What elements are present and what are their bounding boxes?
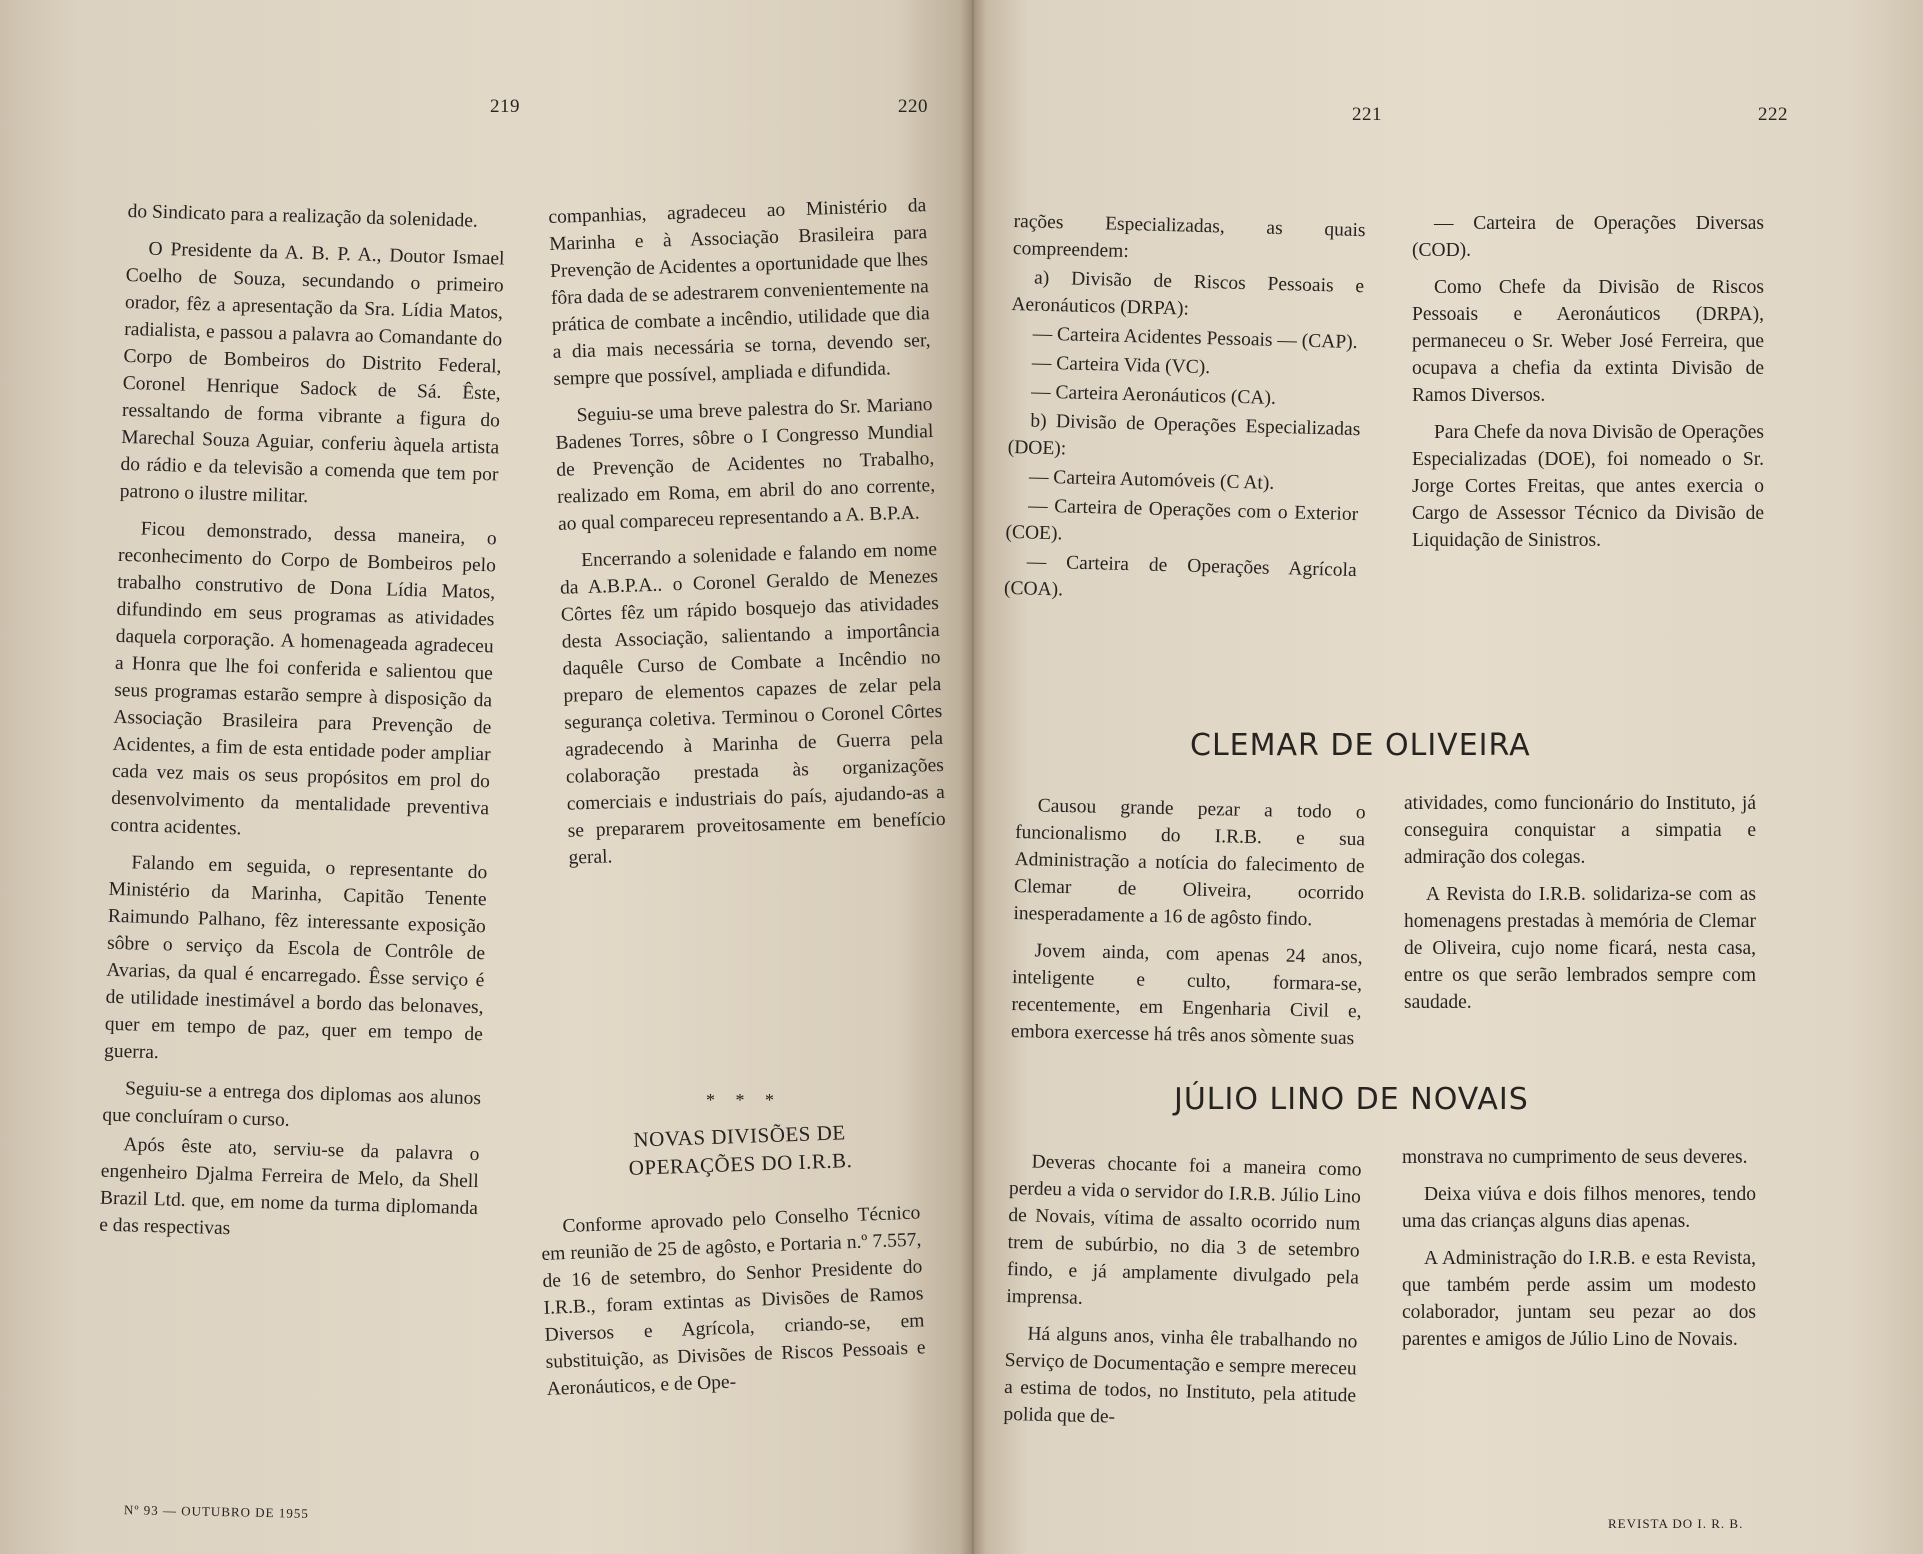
paragraph: Deixa viúva e dois filhos menores, tendo uma das crianças alguns dias apenas.	[1402, 1184, 1756, 1232]
paragraph: A Administração do I.R.B. e esta Revista, que também perde assim um modesto colaborador, juntam seu pezar ao dos parentes e amigos de Júlio Lino de Novais.	[1402, 1248, 1756, 1350]
right-column-1	[1004, 208, 1366, 613]
section-title-line-2: OPERAÇÕES DO I.R.B.	[628, 1148, 853, 1180]
paragraph: O Presidente da A. B. P. A., Doutor Ismael Coelho de Souza, secundando o primeiro orador, fêz a apresentação da Sra. Lídia Matos, radialista, e passou a palavra ao Comandante do Corpo de Bombeiros do Distrito Federal, Coronel Henrique Sadock de Sá. Êste, ressaltando de forma vibrante a figura do Marechal Souza Aguiar, conferiu àquela artista do rádio e da televisão a comenda que tem por patrono o ilustre militar.	[119, 238, 505, 508]
paragraph: Para Chefe da nova Divisão de Operações Especializadas (DOE), foi nomeado o Sr. Jorge Cortes Freitas, que antes exercia o Cargo de Assessor Técnico da Divisão de Liquidação de Sinistros.	[1412, 422, 1764, 551]
paragraph: atividades, como funcionário do Instituto, já conseguira conquistar a simpatia e admiração dos colegas.	[1404, 793, 1756, 868]
paragraph: Jovem ainda, com apenas 24 anos, inteligente e culto, formara-se, recentemente, em Engenharia Civil e, embora exercesse há três anos sòmente suas	[1010, 940, 1363, 1050]
list-item: b) Divisão de Operações Especializadas (DOE):	[1007, 410, 1361, 460]
left-column-2-continued	[540, 1199, 927, 1412]
paragraph: Seguiu-se a entrega dos diplomas aos alunos que concluíram o curso.	[102, 1078, 482, 1131]
list-item: — Carteira de Operações com o Exterior (COE).	[1005, 495, 1359, 545]
paragraph: Causou grande pezar a todo o funcionalismo do I.R.B. e sua Administração a notícia do falecimento de Clemar de Oliveira, ocorrido inesperadamente a 16 de agôsto findo.	[1013, 795, 1366, 931]
section-title	[559, 1116, 921, 1185]
paragraph: Conforme aprovado pelo Conselho Técnico em reunião de 25 de agôsto, e Portaria n.º 7.557, de 16 de setembro, do Senhor Presidente do I.R.B., foram extintas as Divisões de Ramos Diversos e Agrícola, criando-se, em substituição, as Divisões de Riscos Pessoais e Aeronáuticos, e de Ope-	[541, 1202, 926, 1400]
paragraph: Encerrando a solenidade e falando em nome da A.B.P.A.. o Coronel Geraldo de Menezes Côrtes fêz um rápido bosquejo das atividades desta Associação, salientando a importância daquêle Curso de Combate a Incêndio no preparo de elementos capazes de zelar pela segurança coletiva. Terminou o Coronel Côrtes agradecendo à Marinha de Guerra pela colaboração prestada às organizações comerciais e industriais do país, ajudando-as a se prepararem proveitosamente em benefício geral.	[559, 538, 946, 869]
paragraph: companhias, agradeceu ao Ministério da Marinha e à Associação Brasileira para Prevenção de Acidentes a oportunidade que lhes fôra dada de se adestrarem convenientemente na prática de combate a incêndio, utilidade que dia a dia mais necessária se torna, devendo ser, sempre que possível, ampliada e difundida.	[548, 195, 931, 390]
footer-issue: Nº 93 — OUTUBRO DE 1955	[123, 1502, 309, 1521]
book-gutter	[960, 0, 986, 1554]
paragraph: Falando em seguida, o representante do Ministério da Marinha, Capitão Tenente Raimundo Palhano, fêz interessante exposição sôbre o serviço da Escola de Contrôle de Avarias, da qual é encarregado. Êsse serviço é de utilidade inestimável a bordo das belonaves, quer em tempo de paz, quer em tempo de guerra.	[103, 852, 488, 1064]
list-item: — Carteira Automóveis (C At).	[1028, 466, 1275, 494]
paragraph: Há alguns anos, vinha êle trabalhando no Serviço de Documentação e sempre mereceu a estima de todos, no Instituto, pela atitude polida que de-	[1003, 1323, 1358, 1428]
list-item: — Carteira Vida (VC).	[1031, 352, 1211, 379]
paragraph: Após êste ato, serviu-se da palavra o engenheiro Djalma Ferreira de Melo, da Shell Brazil Ltd. que, em nome da turma diplomanda e das respectivas	[99, 1134, 480, 1240]
paragraph: — Carteira de Operações Diversas (COD).	[1412, 213, 1764, 261]
right-page	[972, 0, 1923, 1554]
clemar-column-1	[1010, 792, 1365, 1062]
paragraph: rações Especializadas, as quais compreendem:	[1012, 210, 1366, 263]
paragraph: monstrava no cumprimento de seus deveres.	[1402, 1147, 1748, 1168]
footer-magazine: REVISTA DO I. R. B.	[1608, 1516, 1744, 1531]
paragraph: Ficou demonstrado, dessa maneira, o reconhecimento do Corpo de Bombeiros pelo trabalho construtivo de Dona Lídia Matos, difundindo em seus programas as atividades daquela corporação. A homenageada agradeceu a Honra que lhe foi conferida e salientou que seus programas estarão sempre à disposição da Associação Brasileira para Prevenção de Acidentes, a fim de esta entidade poder ampliar cada vez mais os seus propósitos em prol do desenvolvimento da mentalidade preventiva contra acidentes.	[110, 518, 497, 840]
list-item: — Carteira Acidentes Pessoais — (CAP).	[1032, 323, 1358, 354]
left-column-2	[548, 192, 947, 882]
right-column-2	[1412, 210, 1764, 564]
left-column-1	[99, 198, 506, 1259]
page-number-221: 221	[1352, 104, 1382, 125]
obituary-heading-julio: JÚLIO LINO DE NOVAIS	[1174, 1082, 1529, 1117]
page-number-220: 220	[898, 96, 928, 117]
list-item: — Carteira Aeronáuticos (CA).	[1030, 381, 1277, 409]
section-divider-stars: * * *	[706, 1090, 782, 1110]
page-number-222: 222	[1758, 104, 1788, 125]
paragraph: do Sindicato para a realização da solenidade.	[127, 200, 479, 232]
obituary-heading-clemar: CLEMAR DE OLIVEIRA	[1190, 728, 1531, 763]
list-item: a) Divisão de Riscos Pessoais e Aeronáuticos (DRPA):	[1011, 267, 1365, 320]
paragraph: Como Chefe da Divisão de Riscos Pessoais e Aeronáuticos (DRPA), permaneceu o Sr. Weber José Ferreira, que ocupava a chefia da extinta Divisão de Ramos Diversos.	[1412, 277, 1764, 406]
list-item: — Carteira de Operações Agrícola (COA).	[1003, 551, 1357, 601]
julio-column-2	[1402, 1144, 1756, 1363]
paragraph: A Revista do I.R.B. solidariza-se com as homenagens prestadas à memória de Clemar de Oliveira, cujo nome ficará, nesta casa, entre os que serão lembrados sempre com saudade.	[1404, 884, 1756, 1013]
page-number-219: 219	[490, 96, 520, 117]
clemar-column-2	[1404, 790, 1756, 1026]
paragraph: Seguiu-se uma breve palestra do Sr. Mariano Badenes Torres, sôbre o I Congresso Mundial de Prevenção de Acidentes no Trabalho, realizado em Roma, em abril do ano corrente, ao qual compareceu representando a A. B.P.A.	[555, 394, 936, 535]
section-title-line-1: NOVAS DIVISÕES DE	[633, 1120, 847, 1152]
paragraph: Deveras chocante foi a maneira como perdeu a vida o servidor do I.R.B. Júlio Lino de Novais, vítima de assalto ocorrido num trem de subúrbio, no dia 3 de setembro findo, e já amplamente divulgado pela imprensa.	[1006, 1151, 1362, 1309]
julio-column-1	[1003, 1148, 1362, 1447]
